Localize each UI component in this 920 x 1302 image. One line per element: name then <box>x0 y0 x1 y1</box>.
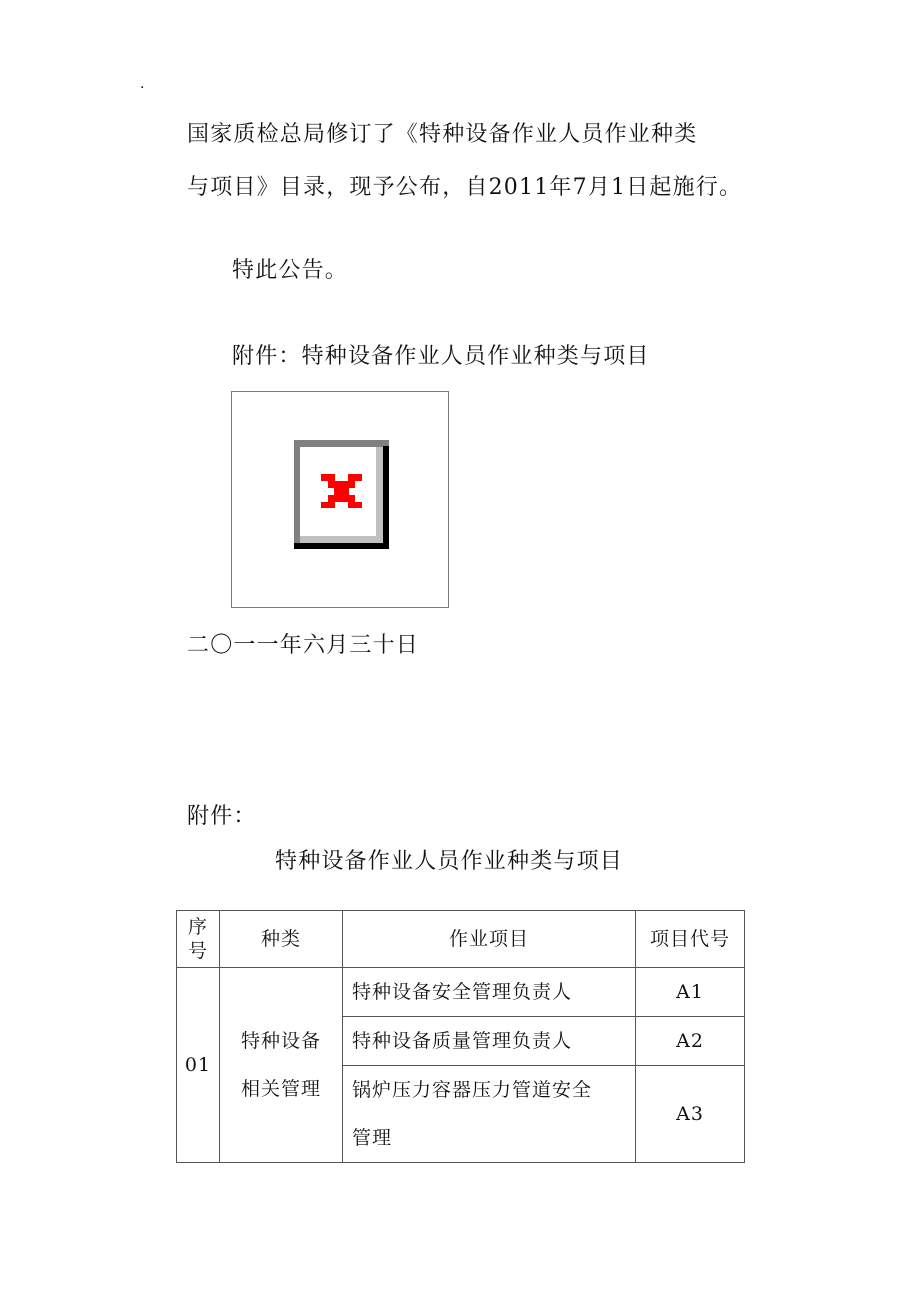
table-title: 特种设备作业人员作业种类与项目 <box>275 849 624 874</box>
item-line-1: 锅炉压力容器压力管道安全 <box>352 1079 593 1101</box>
attachment-reference: 附件：特种设备作业人员作业种类与项目 <box>232 344 650 369</box>
cell-seq: 01 <box>177 968 220 1163</box>
header-item: 作业项目 <box>343 911 636 968</box>
header-category: 种类 <box>220 911 343 968</box>
cell-item: 特种设备安全管理负责人 <box>343 968 636 1017</box>
body-paragraph-line-2: 与项目》目录，现予公布，自2011年7月1日起施行。 <box>187 175 743 200</box>
embedded-image-placeholder <box>231 391 449 608</box>
cell-code: A3 <box>636 1066 745 1163</box>
cell-code: A2 <box>636 1017 745 1066</box>
cell-item <box>343 1066 636 1163</box>
cell-code: A1 <box>636 968 745 1017</box>
body-paragraph-line-1: 国家质检总局修订了《特种设备作业人员作业种类 <box>187 122 698 147</box>
notice-text: 特此公告。 <box>232 258 349 283</box>
header-seq-line-2: 号 <box>187 940 208 962</box>
table-row <box>177 968 745 1017</box>
table-header-row <box>177 911 745 968</box>
document-date: 二〇一一年六月三十日 <box>187 633 420 658</box>
work-category-table <box>176 910 745 1163</box>
attachment-label: 附件： <box>187 804 257 829</box>
broken-image-icon <box>294 440 389 549</box>
category-line-1: 特种设备 <box>240 1030 321 1052</box>
cell-category <box>220 968 343 1163</box>
category-line-2: 相关管理 <box>240 1078 321 1100</box>
item-line-2: 管理 <box>352 1127 393 1149</box>
header-code: 项目代号 <box>636 911 745 968</box>
cell-item: 特种设备质量管理负责人 <box>343 1017 636 1066</box>
header-seq-line-1: 序 <box>187 916 208 938</box>
page-marker: . <box>140 76 145 92</box>
header-seq <box>177 911 220 968</box>
